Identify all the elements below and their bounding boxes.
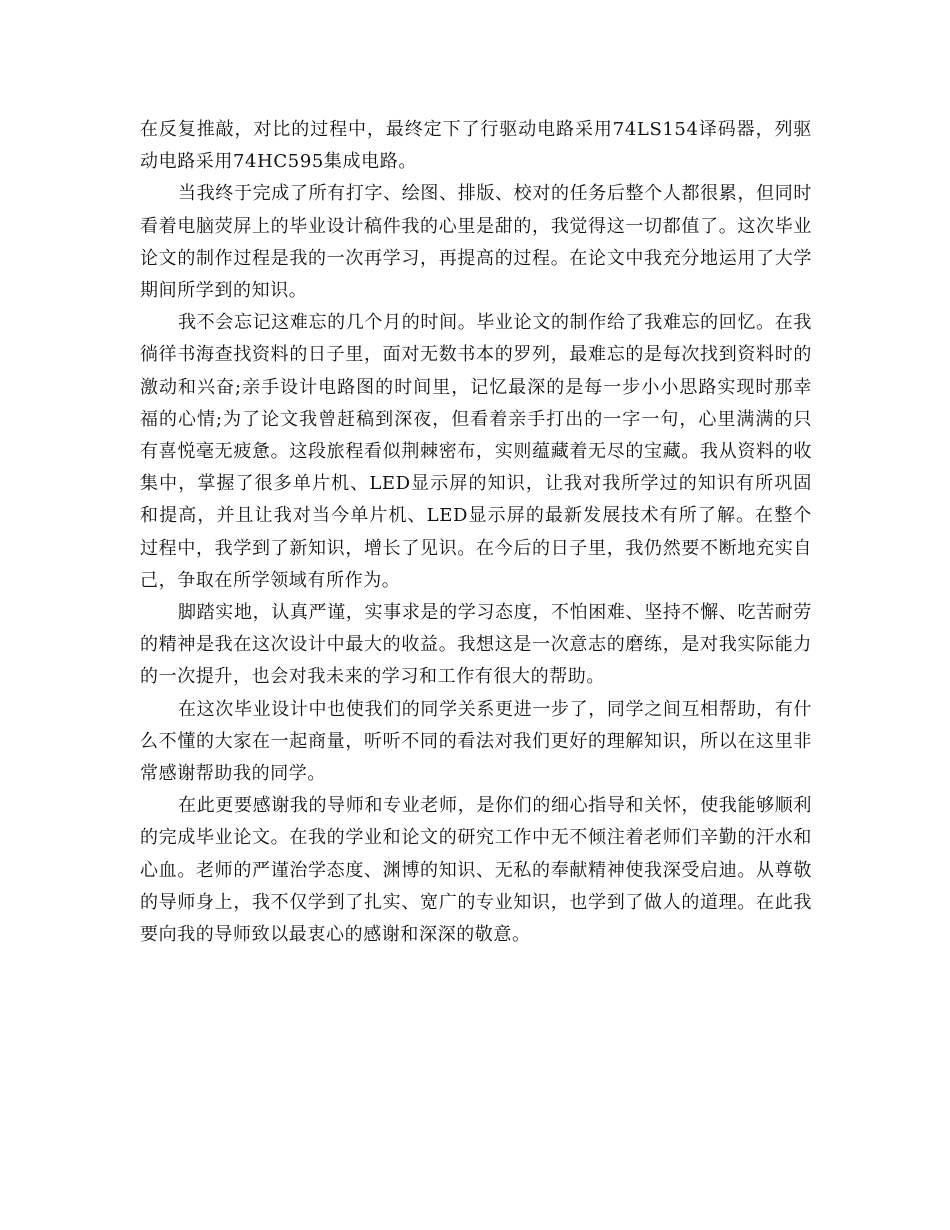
paragraph-memories: 我不会忘记这难忘的几个月的时间。毕业论文的制作给了我难忘的回忆。在我徜徉书海查找资料的日子里，面对无数书本的罗列，最难忘的是每次找到资料时的激动和兴奋;亲手设计电路图的时间里，记忆最深的是每一步小小思路实现时那幸福的心情;为了论文我曾赶稿到深夜，但看着亲手打出的一字一句，心里满满的只有喜悦毫无疲惫。这段旅程看似荆棘密布，实则蕴藏着无尽的宝藏。我从资料的收集中，掌握了很多单片机、LED显示屏的知识，让我对我所学过的知识有所巩固和提高，并且让我对当今单片机、LED显示屏的最新发展技术有所了解。在整个过程中，我学到了新知识，增长了见识。在今后的日子里，我仍然要不断地充实自己，争取在所学领域有所作为。 (140, 312, 812, 591)
document-body (140, 114, 812, 951)
paragraph-attitude: 脚踏实地，认真严谨，实事求是的学习态度，不怕困难、坚持不懈、吃苦耐劳的精神是我在这次设计中最大的收益。我想这是一次意志的磨练，是对我实际能力的一次提升，也会对我未来的学习和工作有很大的帮助。 (140, 602, 812, 688)
paragraph-thanks-advisor: 在此更要感谢我的导师和专业老师，是你们的细心指导和关怀，使我能够顺利的完成毕业论文。在我的学业和论文的研究工作中无不倾注着老师们辛勤的汗水和心血。老师的严谨治学态度、渊博的知识、无私的奉献精神使我深受启迪。从尊敬的导师身上，我不仅学到了扎实、宽广的专业知识，也学到了做人的道理。在此我要向我的导师致以最衷心的感谢和深深的敬意。 (140, 795, 812, 946)
paragraph-continuation: 在反复推敲，对比的过程中，最终定下了行驱动电路采用74LS154译码器，列驱动电路采用74HC595集成电路。 (140, 119, 812, 173)
paragraph-completion-feelings: 当我终于完成了所有打字、绘图、排版、校对的任务后整个人都很累，但同时看着电脑荧屏上的毕业设计稿件我的心里是甜的，我觉得这一切都值了。这次毕业论文的制作过程是我的一次再学习，再提高的过程。在论文中我充分地运用了大学期间所学到的知识。 (140, 183, 812, 302)
paragraph-classmates: 在这次毕业设计中也使我们的同学关系更进一步了，同学之间互相帮助，有什么不懂的大家在一起商量，听听不同的看法对我们更好的理解知识，所以在这里非常感谢帮助我的同学。 (140, 698, 812, 785)
